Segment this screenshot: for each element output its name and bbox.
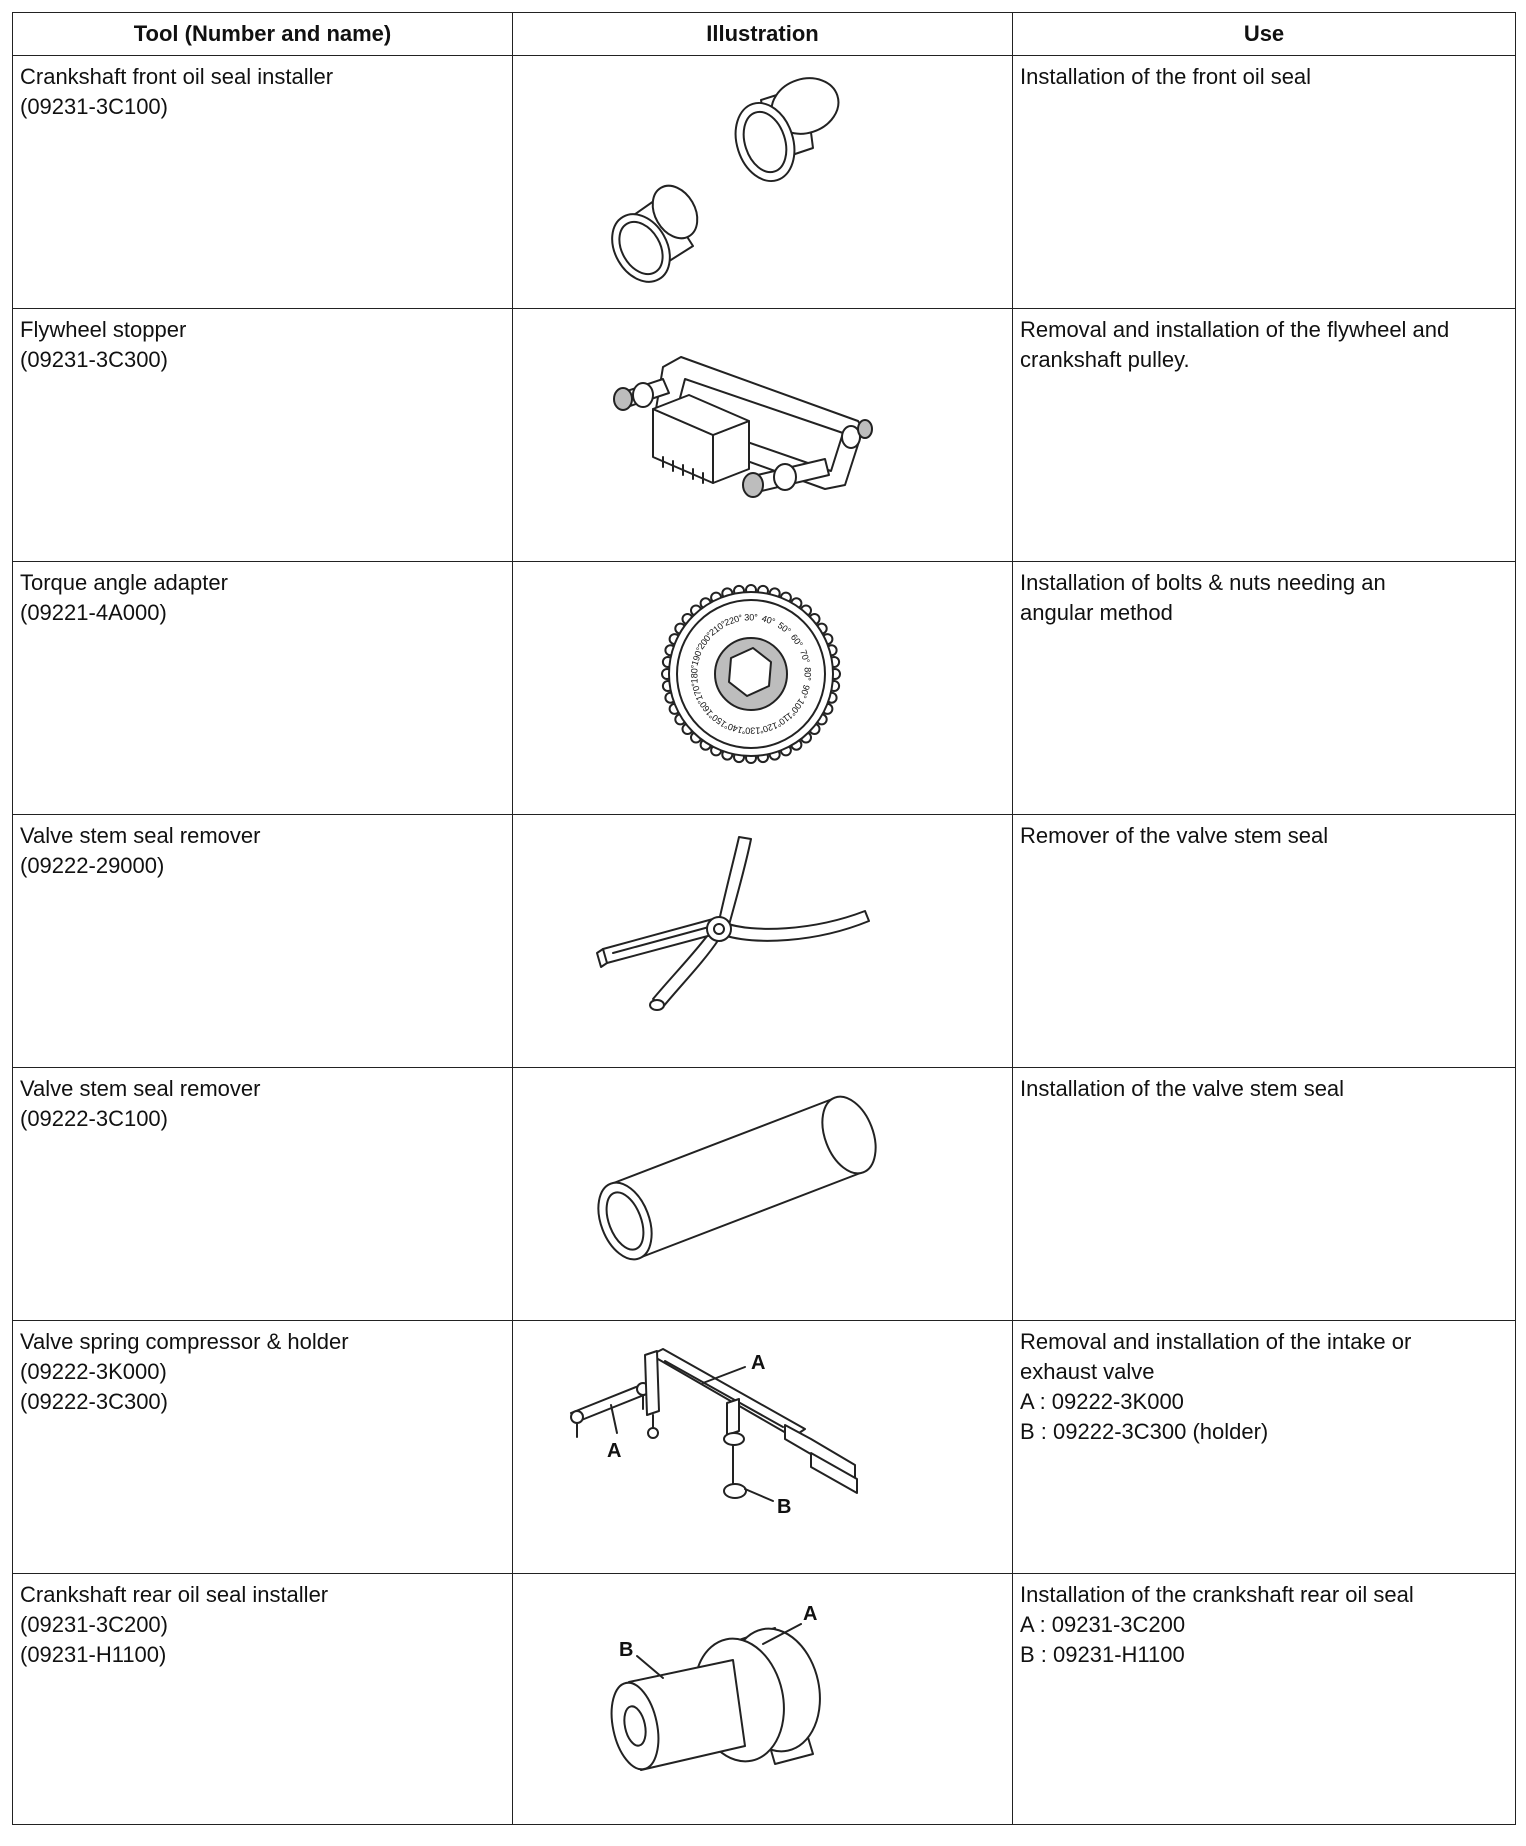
tool-name: Crankshaft rear oil seal installer (20, 1582, 329, 1607)
dial-degree-mark: 180° (689, 664, 700, 684)
tool-name: Torque angle adapter (20, 570, 228, 595)
dial-degree-mark: 110° (774, 710, 795, 730)
label-b: B (777, 1496, 792, 1518)
illustration-cell (513, 56, 1013, 309)
tube-icon (513, 1068, 1013, 1320)
illustration-cell (513, 1574, 1013, 1825)
tool-number: (09221-4A000) (20, 600, 167, 625)
use-text: exhaust valve (1020, 1359, 1155, 1384)
table-row (13, 815, 1516, 1068)
tool-cell (13, 1574, 513, 1825)
dial-degree-mark: 60° (788, 632, 805, 650)
tool-number: (09222-3C100) (20, 1106, 168, 1131)
dial-degree-mark: 130° (741, 725, 761, 736)
label-b: B (619, 1639, 634, 1661)
tool-number: (09222-29000) (20, 853, 165, 878)
dial-degree-mark: 90° (798, 683, 812, 700)
use-text: angular method (1020, 600, 1173, 625)
use-text: Removal and installation of the flywheel and (1020, 317, 1450, 342)
use-text: Installation of the front oil seal (1020, 64, 1312, 89)
label-a-holder: A (607, 1440, 622, 1462)
label-a: A (803, 1603, 818, 1625)
illustration-cell (513, 1321, 1013, 1574)
use-cell (1013, 1068, 1516, 1321)
use-cell (1013, 1574, 1516, 1825)
label-a: A (751, 1352, 766, 1374)
use-text: Installation of bolts & nuts needing an (1020, 570, 1386, 595)
dial-degree-mark: 220° (723, 612, 744, 628)
header-illustration: Illustration (513, 13, 1013, 56)
illustration-cell (513, 815, 1013, 1068)
tool-cell (13, 1068, 513, 1321)
tool-cell (13, 56, 513, 309)
use-text: B : 09222-3C300 (holder) (1020, 1419, 1269, 1444)
tool-cell (13, 309, 513, 562)
illustration-cell (513, 309, 1013, 562)
tool-number: (09231-H1100) (20, 1642, 167, 1667)
tool-name: Crankshaft front oil seal installer (20, 64, 334, 89)
tool-name: Valve spring compressor & holder (20, 1329, 349, 1354)
tool-number: (09231-3C100) (20, 94, 168, 119)
dial-degree-mark: 120° (758, 720, 779, 736)
dial-degree-mark: 190° (689, 646, 705, 667)
special-tools-table (12, 12, 1516, 1825)
use-text: Installation of the valve stem seal (1020, 1076, 1345, 1101)
dial-degree-mark: 160° (695, 696, 715, 718)
tool-cell (13, 1321, 513, 1574)
use-text: Remover of the valve stem seal (1020, 823, 1329, 848)
use-text: A : 09231-3C200 (1020, 1612, 1186, 1637)
dial-degree-mark: 80° (802, 667, 813, 681)
use-cell (1013, 309, 1516, 562)
dial-degree-mark: 150° (707, 710, 729, 730)
use-cell (1013, 1321, 1516, 1574)
tool-name: Valve stem seal remover (20, 1076, 261, 1101)
tool-number: (09231-3C200) (20, 1612, 168, 1637)
header-tool: Tool (Number and name) (13, 13, 513, 56)
special-tools-document (12, 12, 1515, 1825)
seal-installer-icon (513, 56, 1013, 308)
table-row (13, 1574, 1516, 1825)
use-text: A : 09222-3K000 (1020, 1389, 1184, 1414)
torque-angle-adapter-icon (513, 562, 1013, 814)
use-cell (1013, 815, 1516, 1068)
dial-degree-mark: 200° (695, 630, 715, 652)
table-row (13, 56, 1516, 309)
dial-degree-mark: 170° (689, 681, 705, 702)
table-row (13, 1321, 1516, 1574)
tool-cell (13, 815, 513, 1068)
table-row (13, 562, 1516, 815)
dial-degree-mark: 50° (775, 620, 793, 637)
dial-degree-mark: 140° (723, 720, 744, 736)
use-text: Installation of the crankshaft rear oil seal (1020, 1582, 1414, 1607)
table-header-row (13, 13, 1516, 56)
use-text: Removal and installation of the intake or (1020, 1329, 1412, 1354)
table-row (13, 309, 1516, 562)
dial-degree-mark: 100° (787, 696, 807, 718)
use-cell (1013, 562, 1516, 815)
dial-degree-mark: 210° (707, 618, 729, 638)
dial-degree-mark: 40° (760, 613, 777, 627)
use-text: B : 09231-H1100 (1020, 1642, 1185, 1667)
header-use: Use (1013, 13, 1516, 56)
tool-name: Flywheel stopper (20, 317, 187, 342)
tool-number: (09222-3C300) (20, 1389, 168, 1414)
use-text: crankshaft pulley. (1020, 347, 1190, 372)
flywheel-stopper-icon (513, 309, 1013, 561)
tool-name: Valve stem seal remover (20, 823, 261, 848)
illustration-cell (513, 562, 1013, 815)
valve-spring-compressor-icon (513, 1321, 1013, 1573)
tool-cell (13, 562, 513, 815)
pliers-icon (513, 815, 1013, 1067)
rear-seal-installer-icon (513, 1574, 1013, 1826)
dial-degree-mark: 70° (798, 648, 812, 665)
tool-number: (09222-3K000) (20, 1359, 167, 1384)
tool-number: (09231-3C300) (20, 347, 168, 372)
illustration-cell (513, 1068, 1013, 1321)
table-row (13, 1068, 1516, 1321)
dial-degree-mark: 30° (744, 612, 758, 623)
use-cell (1013, 56, 1516, 309)
